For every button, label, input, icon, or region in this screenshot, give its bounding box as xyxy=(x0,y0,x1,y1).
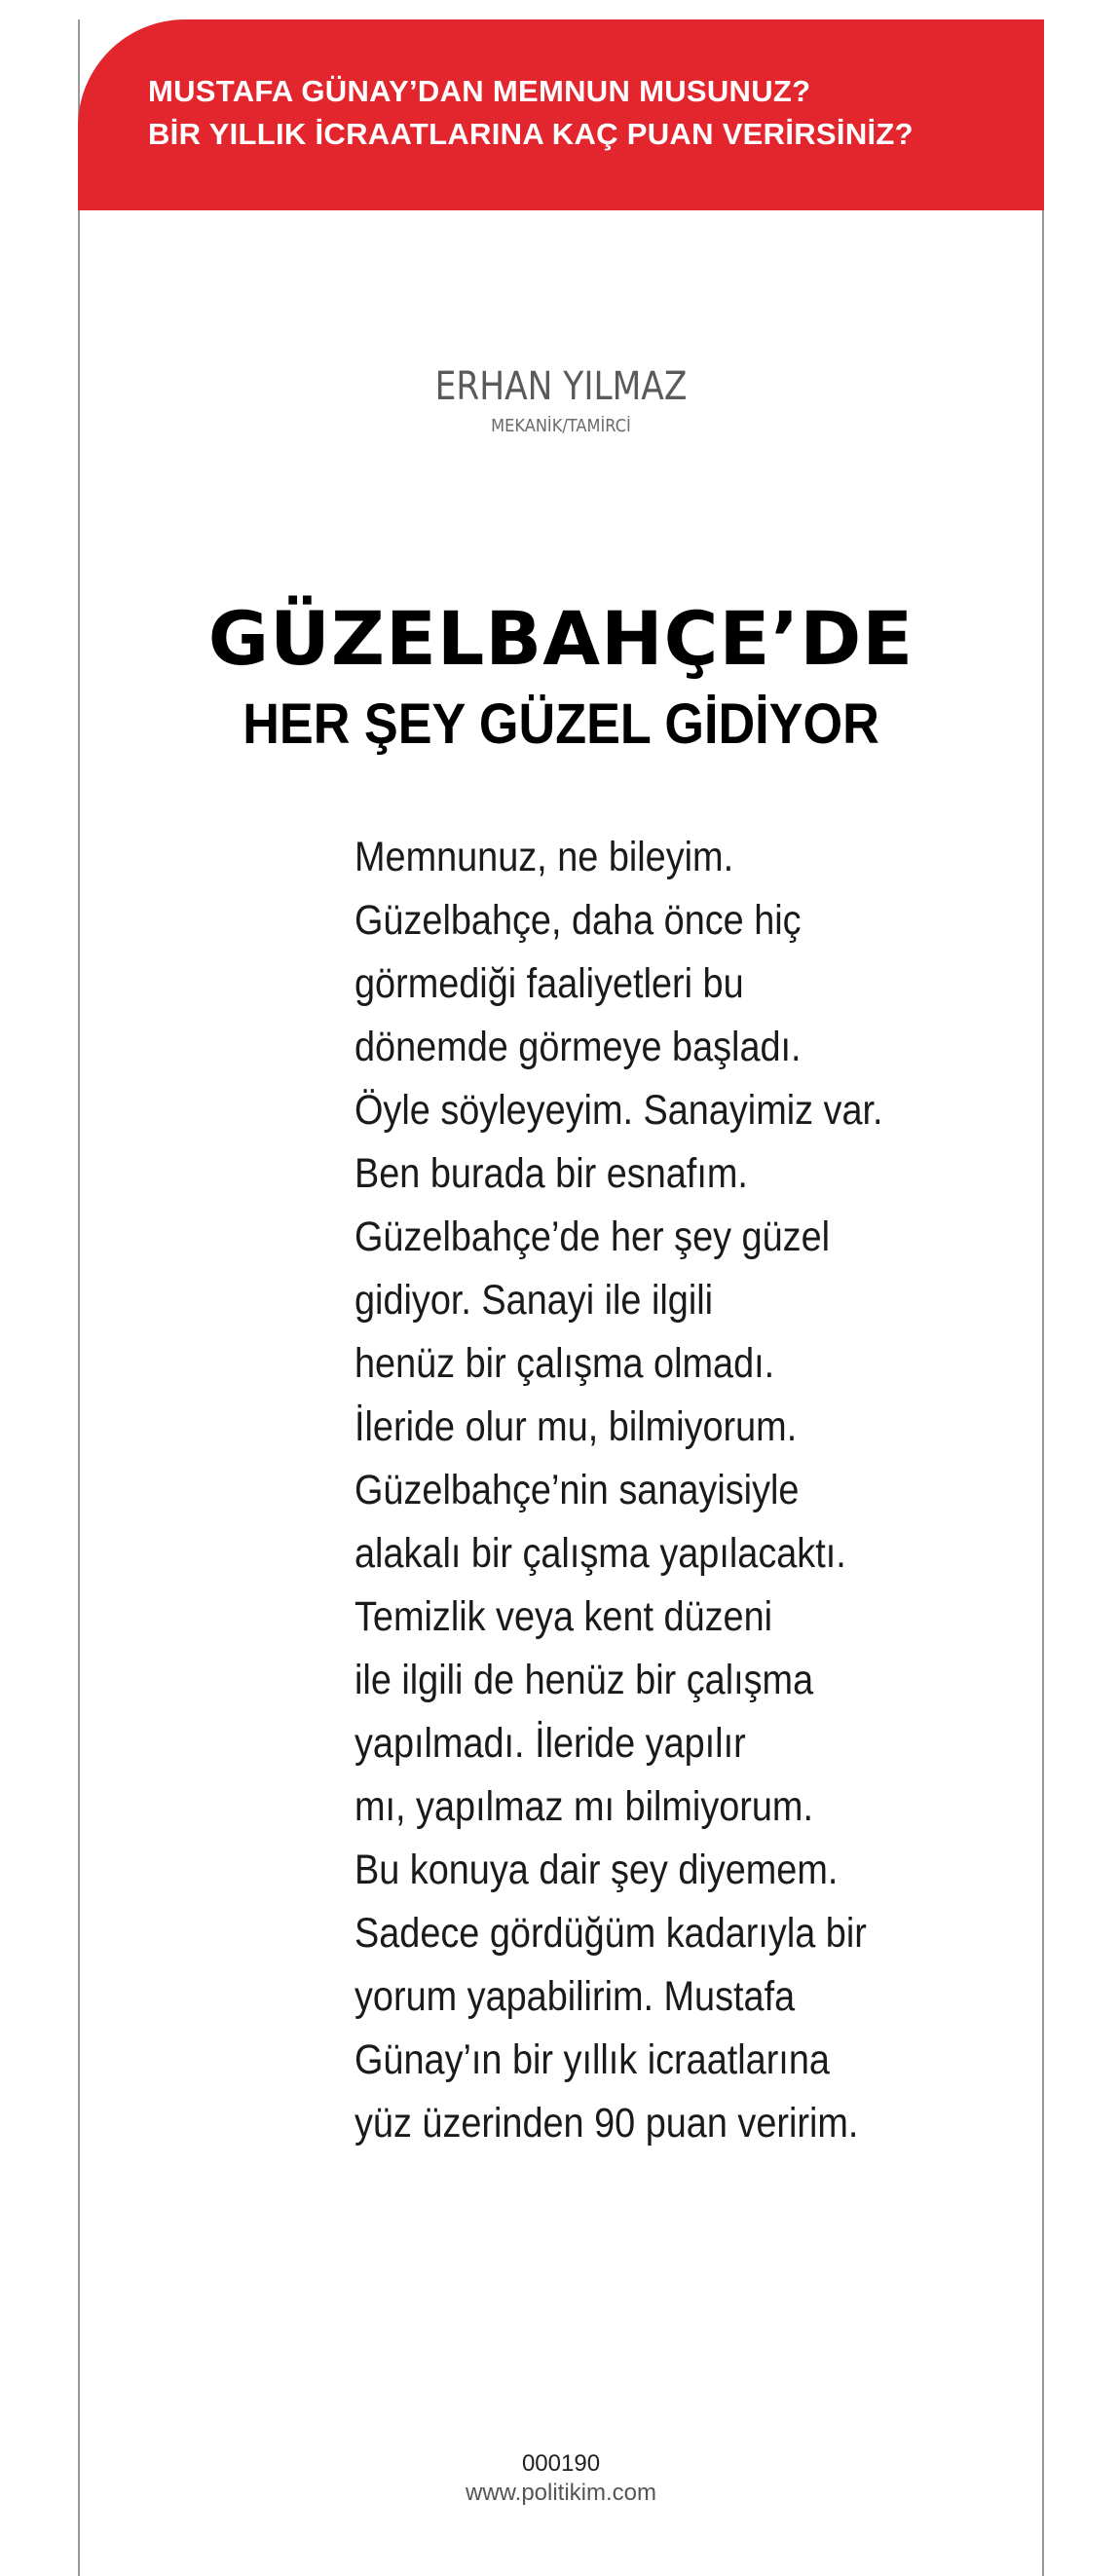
answer-line: Güzelbahçe’de her şey güzel xyxy=(355,1213,831,1260)
answer-line: henüz bir çalışma olmadı. xyxy=(355,1340,775,1387)
answer-line: yapılmadı. İleride yapılır xyxy=(355,1720,746,1767)
answer-line: İleride olur mu, bilmiyorum. xyxy=(355,1403,798,1450)
answer-line: yüz üzerinden 90 puan veririm. xyxy=(355,2100,859,2147)
headline-title: GÜZELBAHÇE’DE xyxy=(207,595,915,682)
page-footer xyxy=(78,2449,1044,2508)
page-code: 000190 xyxy=(521,2450,601,2477)
question-banner xyxy=(78,19,1044,210)
question-line-1: MUSTAFA GÜNAY’DAN MEMNUN MUSUNUZ? xyxy=(148,74,811,108)
answer-line: Bu konuya dair şey diyemem. xyxy=(355,1847,839,1893)
answer-line: yorum yapabilirim. Mustafa xyxy=(355,1973,796,2020)
answer-text xyxy=(355,826,978,2155)
interviewee-role: MEKANİK/TAMİRCİ xyxy=(491,416,631,436)
interviewee-name: ERHAN YILMAZ xyxy=(434,364,688,409)
answer-line: mı, yapılmaz mı bilmiyorum. xyxy=(355,1783,813,1830)
answer-line: Güzelbahçe, daha önce hiç xyxy=(355,897,802,944)
interviewee-block xyxy=(78,362,1044,438)
answer-line: dönemde görmeye başladı. xyxy=(355,1024,802,1070)
answer-line: Ben burada bir esnafım. xyxy=(355,1150,748,1197)
headline-block xyxy=(78,596,1044,760)
site-url-link[interactable]: www.politikim.com xyxy=(465,2480,657,2506)
answer-line: Memnunuz, ne bileyim. xyxy=(355,834,734,880)
answer-line: görmediği faaliyetleri bu xyxy=(355,960,744,1007)
answer-line: Günay’ın bir yıllık icraatlarına xyxy=(355,2036,830,2083)
answer-line: Öyle söyleyeyim. Sanayimiz var. xyxy=(355,1087,883,1134)
answer-line: ile ilgili de henüz bir çalışma xyxy=(355,1657,814,1703)
answer-line: Temizlik veya kent düzeni xyxy=(355,1593,773,1640)
answer-line: Sadece gördüğüm kadarıyla bir xyxy=(355,1910,867,1957)
answer-line: alakalı bir çalışma yapılacaktı. xyxy=(355,1530,846,1577)
question-line-2: BİR YILLIK İCRAATLARINA KAÇ PUAN VERİRSİNİZ? xyxy=(148,117,914,151)
headline-subtitle: HER ŞEY GÜZEL GİDİYOR xyxy=(243,692,879,756)
answer-line: Güzelbahçe’nin sanayisiyle xyxy=(355,1467,800,1513)
answer-line: gidiyor. Sanayi ile ilgili xyxy=(355,1277,714,1324)
